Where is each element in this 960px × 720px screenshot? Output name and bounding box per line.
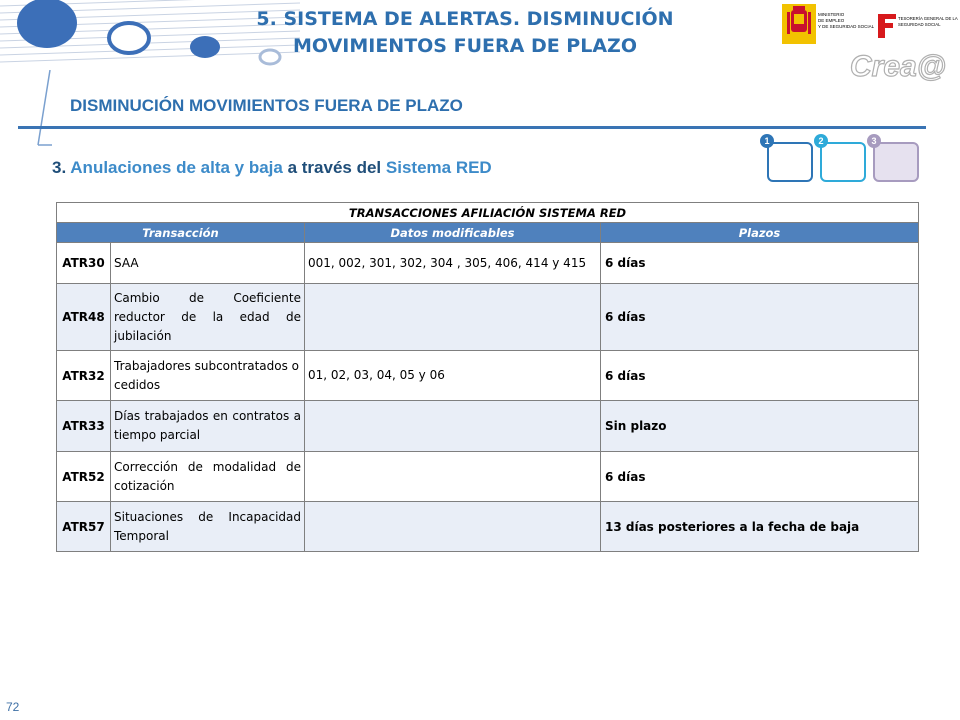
table-row bbox=[57, 401, 919, 452]
slide-title: 5. SISTEMA DE ALERTAS. DISMINUCIÓN MOVIMIENTOS FUERA DE PLAZO bbox=[256, 8, 674, 57]
row-plazo: 6 días bbox=[601, 284, 919, 351]
coat-of-arms-icon bbox=[782, 4, 816, 44]
table-row bbox=[57, 502, 919, 552]
row-plazo: 13 días posteriores a la fecha de baja bbox=[601, 502, 919, 552]
row-desc: Trabajadores subcontratados o cedidos bbox=[111, 351, 305, 401]
row-code: ATR33 bbox=[57, 401, 111, 452]
step-box-1 bbox=[767, 142, 813, 182]
step-box-3 bbox=[873, 142, 919, 182]
transactions-table bbox=[56, 202, 919, 552]
row-desc: Días trabajados en contratos a tiempo parcial bbox=[111, 401, 305, 452]
step-badge-3: 3 bbox=[867, 134, 881, 148]
table-row bbox=[57, 243, 919, 284]
row-plazo: 6 días bbox=[601, 351, 919, 401]
step-box-2 bbox=[820, 142, 866, 182]
row-code: ATR48 bbox=[57, 284, 111, 351]
table-caption: TRANSACCIONES AFILIACIÓN SISTEMA RED bbox=[57, 203, 919, 223]
row-plazo: 6 días bbox=[601, 243, 919, 284]
ministerio-logo-text: MINISTERIO DE EMPLEO Y DE SEGURIDAD SOCIAL bbox=[818, 12, 875, 29]
subtitle bbox=[52, 158, 492, 178]
header-transaccion: Transacción bbox=[57, 223, 305, 243]
row-datos bbox=[305, 502, 601, 552]
subtitle-number: 3. bbox=[52, 158, 67, 177]
row-code: ATR30 bbox=[57, 243, 111, 284]
subtitle-part-3: Sistema RED bbox=[385, 158, 492, 177]
row-datos bbox=[305, 401, 601, 452]
table-row bbox=[57, 351, 919, 401]
table-row bbox=[57, 284, 919, 351]
row-datos bbox=[305, 284, 601, 351]
table-row bbox=[57, 452, 919, 502]
row-desc: SAA bbox=[111, 243, 305, 284]
subtitle-part-1: Anulaciones de alta y baja bbox=[70, 158, 283, 177]
row-plazo: 6 días bbox=[601, 452, 919, 502]
row-desc: Situaciones de Incapacidad Temporal bbox=[111, 502, 305, 552]
row-code: ATR57 bbox=[57, 502, 111, 552]
header-datos: Datos modificables bbox=[305, 223, 601, 243]
step-badge-2: 2 bbox=[814, 134, 828, 148]
row-plazo: Sin plazo bbox=[601, 401, 919, 452]
header-divider bbox=[18, 126, 926, 129]
crea-logo bbox=[850, 48, 960, 88]
ministerio-logo bbox=[782, 4, 875, 44]
crea-logo-text: Crea@ bbox=[850, 50, 946, 83]
section-title: DISMINUCIÓN MOVIMIENTOS FUERA DE PLAZO bbox=[70, 96, 463, 115]
page-number: 72 bbox=[6, 700, 20, 714]
step-badge-1: 1 bbox=[760, 134, 774, 148]
row-code: ATR52 bbox=[57, 452, 111, 502]
header-slash-decoration bbox=[30, 70, 60, 150]
step-indicator bbox=[760, 134, 922, 184]
row-desc: Cambio de Coeficiente reductor de la edad de jubilación bbox=[111, 284, 305, 351]
row-desc: Corrección de modalidad de cotización bbox=[111, 452, 305, 502]
subtitle-part-2: a través del bbox=[287, 158, 382, 177]
row-datos: 001, 002, 301, 302, 304 , 305, 406, 414 y 415 bbox=[305, 243, 601, 284]
tgss-logo bbox=[876, 6, 960, 46]
tgss-symbol-icon bbox=[876, 10, 898, 40]
row-datos: 01, 02, 03, 04, 05 y 06 bbox=[305, 351, 601, 401]
tgss-logo-text: TESORERÍA GENERAL DE LA SEGURIDAD SOCIAL bbox=[898, 16, 958, 27]
row-code: ATR32 bbox=[57, 351, 111, 401]
header-plazos: Plazos bbox=[601, 223, 919, 243]
row-datos bbox=[305, 452, 601, 502]
